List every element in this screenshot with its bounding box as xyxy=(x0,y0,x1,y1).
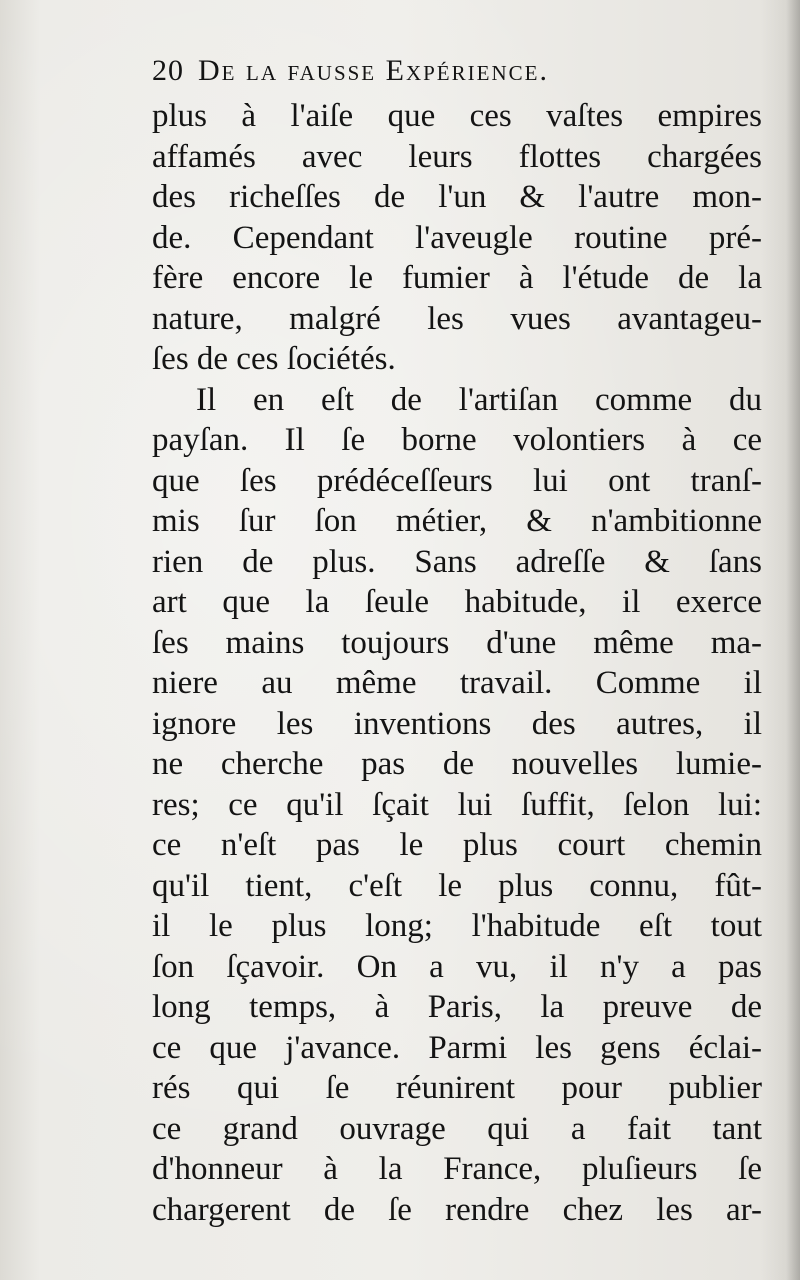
text-line: ſes mains toujours d'une même ma- xyxy=(152,624,762,661)
text-line: plus à l'aiſe que ces vaſtes empires xyxy=(152,98,762,134)
text-line: chargerent de ſe rendre chez les ar- xyxy=(152,1191,762,1228)
text-line: rés qui ſe réunirent pour publier xyxy=(152,1070,762,1106)
text-line: des richeſſes de l'un & l'autre mon- xyxy=(152,179,762,215)
running-title: De la fausse Expérience. xyxy=(198,54,549,87)
text-line: ſes de ces ſociétés. xyxy=(152,341,396,377)
paragraph-start-line: Il en eſt de l'artiſan comme du xyxy=(196,381,762,418)
body-text xyxy=(152,96,762,1230)
page-header xyxy=(152,54,712,92)
text-line: rien de plus. Sans adreſſe & ſans xyxy=(152,543,762,580)
text-line: ce n'eſt pas le plus court chemin xyxy=(152,827,762,863)
text-line: qu'il tient, c'eſt le plus connu, fût- xyxy=(152,867,762,904)
text-line: ce que j'avance. Parmi les gens éclai- xyxy=(152,1029,762,1066)
text-line: res; ce qu'il ſçait lui ſuffit, ſelon lui: xyxy=(152,786,762,823)
text-line: d'honneur à la France, pluſieurs ſe xyxy=(152,1151,762,1187)
page-edge-shadow xyxy=(786,0,800,1280)
text-line: payſan. Il ſe borne volontiers à ce xyxy=(152,422,762,458)
text-line: niere au même travail. Comme il xyxy=(152,665,762,701)
text-line: ce grand ouvrage qui a fait tant xyxy=(152,1110,762,1147)
text-line: fère encore le fumier à l'étude de la xyxy=(152,260,762,296)
page-number: 20 xyxy=(152,54,184,87)
text-line: long temps, à Paris, la preuve de xyxy=(152,989,762,1025)
text-line: ſon ſçavoir. On a vu, il n'y a pas xyxy=(152,948,762,985)
text-line: que ſes prédéceſſeurs lui ont tranſ- xyxy=(152,462,762,499)
text-line: il le plus long; l'habitude eſt tout xyxy=(152,908,762,944)
text-line: ne cherche pas de nouvelles lumie- xyxy=(152,746,762,782)
text-line: mis ſur ſon métier, & n'ambitionne xyxy=(152,503,762,539)
text-line: ignore les inventions des autres, il xyxy=(152,705,762,742)
text-line: art que la ſeule habitude, il exerce xyxy=(152,584,762,620)
text-line: nature, malgré les vues avantageu- xyxy=(152,300,762,337)
text-line: de. Cependant l'aveugle routine pré- xyxy=(152,219,762,256)
text-line: affamés avec leurs flottes chargées xyxy=(152,138,762,175)
